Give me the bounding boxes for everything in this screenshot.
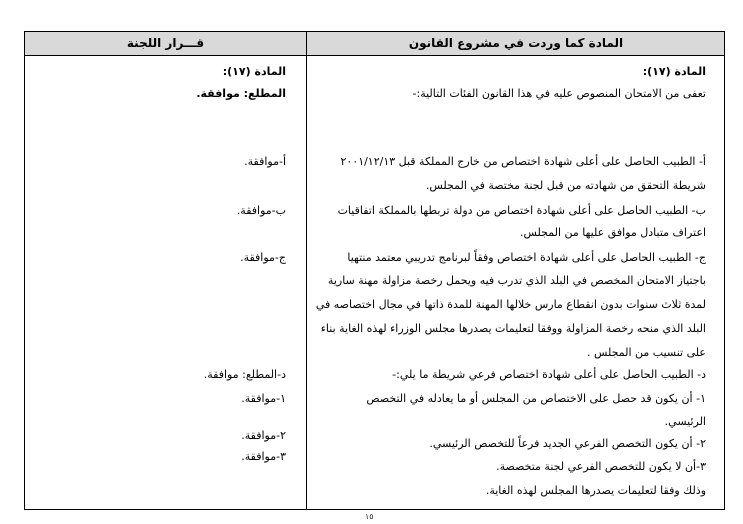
left-article-title: المادة (١٧): xyxy=(222,65,286,78)
header-article-as-drafted: المادة كما وردت في مشروع القانون xyxy=(408,36,624,50)
right-clause-c-line1: ج- الطبيب الحاصل على أعلى شهادة اختصاص وفقاً لبرنامج تدريبي معتمد منتهيا xyxy=(347,251,706,264)
header-committee-decision: قـــرار اللجنة xyxy=(126,36,205,50)
left-clause-a: أ-موافقة. xyxy=(244,155,286,168)
right-clause-d3: ٣-أن لا يكون للتخصص الفرعي لجنة متخصصة. xyxy=(496,460,706,473)
left-clause-b: ب-موافقة. xyxy=(236,204,286,217)
right-article-title: المادة (١٧): xyxy=(642,65,706,78)
right-clause-c-line5: على تنسيب من المجلس . xyxy=(587,346,706,359)
table-header-row xyxy=(25,32,724,56)
right-clause-c-line4: البلد الذي منحه رخصة المزاولة ووفقا لتعليمات يصدرها مجلس الوزراء لهذه الغاية بناء xyxy=(320,322,706,335)
right-clause-b-line2: اعتراف متبادل موافق عليها من المجلس. xyxy=(519,226,706,239)
left-clause-c: ج-موافقة. xyxy=(240,251,286,264)
right-closing: وذلك وفقا لتعليمات يصدرها المجلس لهذه الغاية. xyxy=(485,484,706,497)
left-clause-d1: ١-موافقة. xyxy=(241,392,286,405)
left-clause-d2: ٢-موافقة. xyxy=(241,429,286,442)
right-clause-a-line2: شريطة التحقق من شهادته من قبل لجنة مختصة في المجلس. xyxy=(425,179,706,192)
left-clause-d: د-المطلع: موافقة. xyxy=(203,368,286,381)
right-clause-c-line3: لمدة ثلاث سنوات بدون انقطاع مارس خلالها المهنة للمدة ذاتها في مجال اختصاصه في xyxy=(315,298,706,311)
right-intro: تعفى من الامتحان المنصوص عليه في هذا القانون الفئات التالية:- xyxy=(412,87,706,100)
decision-table xyxy=(24,31,725,510)
right-clause-a-line1: أ- الطبيب الحاصل على أعلى شهادة اختصاص من خارج المملكة قبل ٢٠٠١/١٢/١٣ xyxy=(340,155,706,168)
right-clause-b-line1: ب- الطبيب الحاصل على أعلى شهادة اختصاص من دولة تربطها بالمملكة اتفاقيات xyxy=(337,204,706,217)
right-clause-d1-line1: ١- أن يكون قد حصل على الاختصاص من المجلس أو ما يعادله في التخصص xyxy=(366,392,706,405)
right-clause-d2: ٢- أن يكون التخصص الفرعي الجديد فرعاً للتخصص الرئيسي. xyxy=(429,437,706,450)
page-number: ١٥ xyxy=(365,512,374,521)
left-clause-d3: ٣-موافقة. xyxy=(241,450,286,463)
left-preamble: المطلع: موافقة. xyxy=(196,87,286,100)
right-clause-c-line2: باجتياز الامتحان المخصص في البلد الذي تدرب فيه ويحمل رخصة مزاولة مهنة سارية xyxy=(327,274,706,287)
right-clause-d1-line2: الرئيسي. xyxy=(664,415,706,428)
right-clause-d-line1: د- الطبيب الحاصل على أعلى شهادة اختصاص فرعي شريطة ما يلي:- xyxy=(392,368,706,381)
column-divider xyxy=(306,32,307,509)
